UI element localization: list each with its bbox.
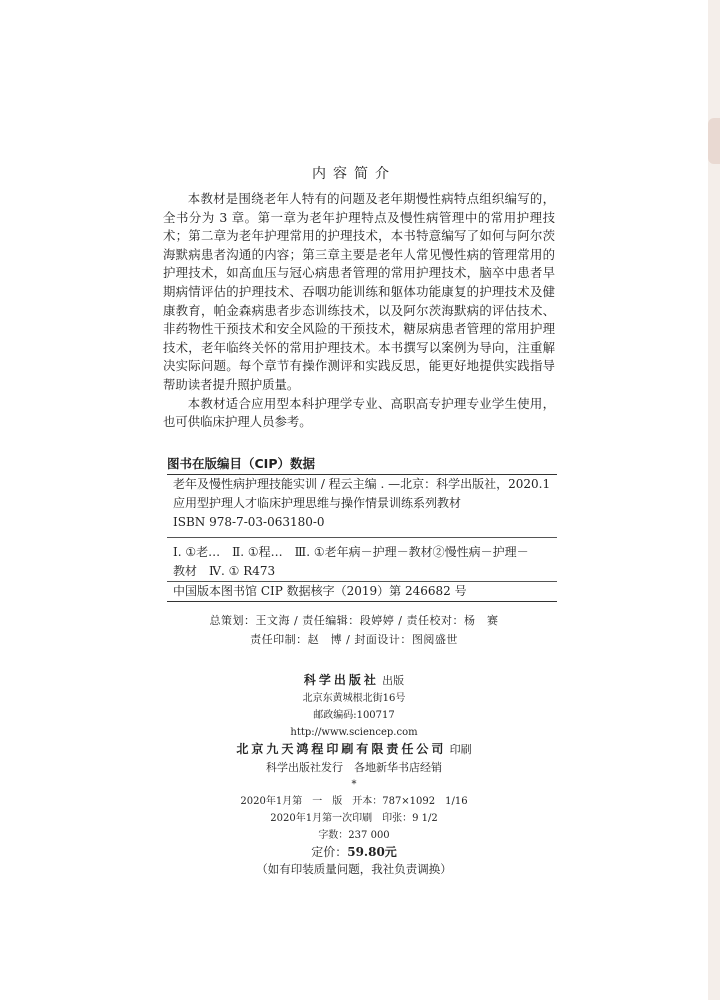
distribution: 科学出版社发行 各地新华书店经销 — [266, 761, 442, 774]
cip-line-isbn: ISBN 978-7-03-063180-0 — [173, 515, 325, 529]
edition-info: 2020年1月第 一 版 开本：787×1092 1/16 — [240, 796, 468, 807]
abstract-paragraph-2: 本教材适合应用型本科护理学专业、高职高专护理专业学生使用，也可供临床护理人员参考。 — [163, 395, 555, 430]
word-count: 字数：237 000 — [318, 830, 390, 841]
credits — [0, 611, 708, 649]
quality-notice: （如有印装质量问题，我社负责调换） — [256, 862, 452, 876]
price-value: 59.80元 — [347, 845, 397, 859]
printing-info: 2020年1月第一次印刷 印张：9 1/2 — [270, 813, 438, 824]
separator-star: * — [351, 779, 357, 790]
printer-action: 印刷 — [449, 743, 472, 756]
printer-line — [0, 741, 708, 759]
publisher-postcode: 邮政编码:100717 — [313, 710, 395, 721]
publisher-website: http://www.sciencep.com — [290, 727, 418, 738]
cip-title: 图书在版编目（CIP）数据 — [167, 456, 315, 471]
cip-block — [167, 454, 557, 602]
cip-line-classification-1: Ⅰ. ①老… Ⅱ. ①程… Ⅲ. ①老年病－护理－教材②慢性病－护理－ — [173, 545, 529, 559]
publisher-action: 出版 — [382, 674, 405, 687]
abstract — [163, 190, 555, 432]
price-line — [0, 844, 708, 861]
cip-line-classification-2: 教材 Ⅳ. ① R473 — [173, 564, 276, 578]
credits-line-1: 总策划：王文海 / 责任编辑：段婷婷 / 责任校对：杨 赛 — [209, 614, 499, 627]
publisher-line — [0, 672, 708, 690]
cip-line-record-number: 中国版本图书馆 CIP 数据核字（2019）第 246682 号 — [173, 584, 467, 598]
cip-rule-bottom — [167, 601, 557, 602]
cip-line-series: 应用型护理人才临床护理思维与操作情景训练系列教材 — [173, 496, 462, 510]
abstract-paragraph-1: 本教材是围绕老年人特有的问题及老年期慢性病特点组织编写的，全书分为 3 章。第一章为老年护理特点及慢性病管理中的常用护理技术；第二章为老年护理常用的护理技术，本书特意编写了如何与阿尔茨海默病患者沟通的内容；第三章主要是老年人常见慢性病的管理常用的护理技术，如高血压与冠心病患者管理的常用护理技术，脑卒中患者早期病情评估的护理技术、吞咽功能训练和躯体功能康复的护理技术及健康教育，帕金森病患者步态训练技术，以及阿尔茨海默病的评估技术、非药物性干预技术和安全风险的干预技术，糖尿病患者管理的常用护理技术，老年临终关怀的常用护理技术。本书撰写以案例为导向，注重解决实际问题。每个章节有操作测评和实践反思，能更好地提供实践指导帮助读者提升照护质量。 — [163, 191, 555, 392]
price-label: 定价： — [311, 845, 348, 859]
publisher-name: 科学出版社 — [303, 673, 379, 687]
printer-name: 北京九天鸿程印刷有限责任公司 — [236, 742, 447, 756]
page-title: 内容简介 — [312, 166, 396, 182]
page-edge-tab — [708, 118, 720, 164]
cip-line-title: 老年及慢性病护理技能实训 / 程云主编 . —北京：科学出版社，2020.1 — [173, 477, 551, 491]
publisher-address: 北京东黄城根北街16号 — [302, 693, 406, 704]
publisher-info — [0, 672, 708, 878]
credits-line-2: 责任印制：赵 博 / 封面设计：图阅盛世 — [250, 633, 458, 646]
